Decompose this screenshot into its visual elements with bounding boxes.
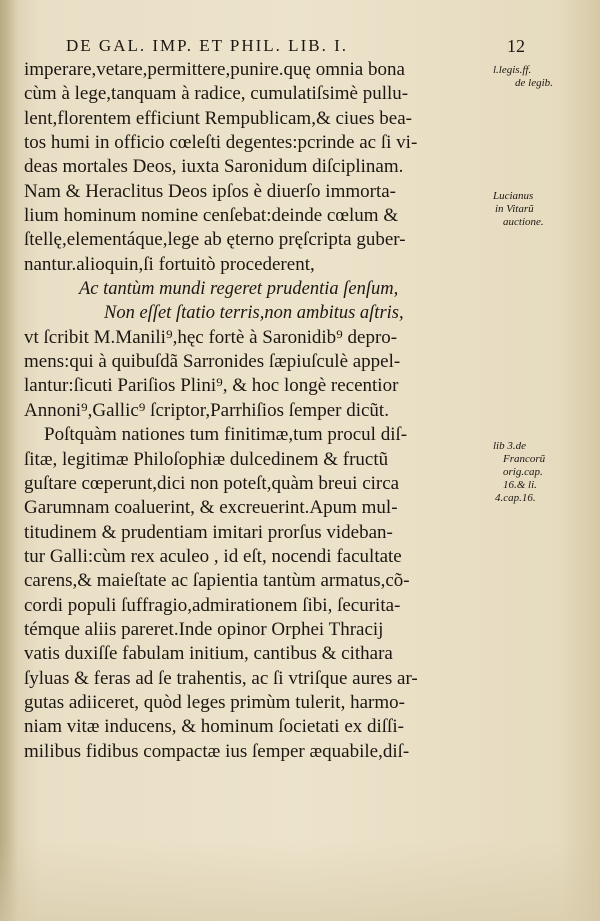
body-line: nantur.alioquin,ſi fortuitò procederent, — [24, 253, 315, 275]
marginal-note-line: 16.& li. — [503, 479, 537, 491]
body-line: vt ſcribit M.Manili⁹,hęc fortè à Saronidib⁹ depro- — [24, 326, 398, 348]
page-number: 12 — [507, 36, 525, 56]
body-line: ſyluas & feras ad ſe trahentis, ac ſi vtriſque aures ar- — [24, 667, 418, 689]
marginal-note-line: Lucianus — [493, 190, 534, 202]
marginal-note-francorum — [493, 440, 545, 505]
marginal-note-line: lib 3.de — [493, 440, 526, 452]
body-line: guſtare cœperunt,dici non poteſt,quàm breui circa — [24, 472, 400, 494]
body-line: imperare,vetare,permittere,punire.quę omnia bona — [24, 59, 405, 80]
marginal-note-line: Francorũ — [503, 453, 546, 465]
body-line: titudinem & prudentiam imitari prorſus videban- — [24, 521, 393, 543]
body-line: Nam & Heraclitus Deos ipſos è diuerſo immorta- — [24, 180, 396, 202]
marginal-note-line: orig.cap. — [503, 466, 543, 478]
marginal-note-legis — [493, 64, 553, 90]
body-line: gutas adiiceret, quòd leges primùm tulerit, harmo- — [24, 691, 405, 713]
page-bottom-shadow — [0, 840, 600, 921]
body-line: Non eſſet ſtatio terris,non ambitus aſtris, — [104, 303, 404, 324]
body-line: témque aliis pareret.Inde opinor Orphei Thracij — [24, 618, 384, 640]
body-line: lantur:ſicuti Pariſios Plini⁹, & hoc longè recentior — [24, 375, 399, 397]
body-line: ſtellę,elementáque,lege ab ęterno pręſcripta guber- — [24, 229, 406, 251]
body-line: lium hominum nomine cenſebat:deinde cœlum & — [24, 205, 399, 227]
body-line: niam vitæ inducens, & hominum ſocietati ex diſſi- — [24, 716, 404, 738]
body-line: vatis duxiſſe fabulam initium, cantibus & cithara — [24, 643, 393, 665]
body-line: mens:qui à quibuſdã Sarronides ſæpiuſculè appel- — [24, 351, 401, 373]
marginal-note-line: l.legis.ff. — [493, 64, 532, 76]
marginal-note-line: 4.cap.16. — [495, 492, 536, 504]
marginal-note-lucianus — [493, 190, 544, 229]
body-line: ſitæ, legitimæ Philoſophiæ dulcedinem & fructũ — [24, 448, 389, 470]
body-line: tur Galli:cùm rex aculeo , id eſt, nocendi facultate — [24, 545, 402, 567]
body-line: cordi populi ſuffragio,admirationem ſibi, ſecurita- — [24, 594, 401, 616]
body-line: lent,florentem efficiunt Rempublicam,& ciues bea- — [24, 107, 412, 129]
body-line: deas mortales Deos, iuxta Saronidum diſciplinam. — [24, 156, 404, 178]
marginal-note-line: in Vitarũ — [495, 203, 534, 215]
marginal-note-line: de legib. — [515, 77, 553, 89]
running-head: DE GAL. IMP. ET PHIL. LIB. I. — [66, 36, 348, 55]
body-line: Ac tantùm mundi regeret prudentia ſenſum, — [79, 279, 399, 300]
body-line: Garumnam coaluerint, & excreuerint.Apum mul- — [24, 497, 398, 519]
body-line: cùm à lege,tanquam à radice, cumulatiſsimè pullu- — [24, 83, 409, 105]
body-line: carens,& maieſtate ac ſapientia tantùm armatus,cõ- — [24, 570, 410, 592]
marginal-note-line: auctione. — [503, 216, 544, 228]
body-line: milibus fidibus compactæ ius ſemper æquabile,diſ- — [24, 740, 410, 762]
body-text — [24, 58, 494, 764]
body-line: Poſtquàm nationes tum finitimæ,tum procul diſ- — [44, 424, 408, 446]
body-line: tos humi in officio cœleſti degentes:pcrinde ac ſi vi- — [24, 132, 418, 154]
body-line: Annoni⁹,Gallic⁹ ſcriptor,Parrhiſios ſemper dicũt. — [24, 399, 389, 421]
page-gutter-shadow — [0, 0, 18, 921]
